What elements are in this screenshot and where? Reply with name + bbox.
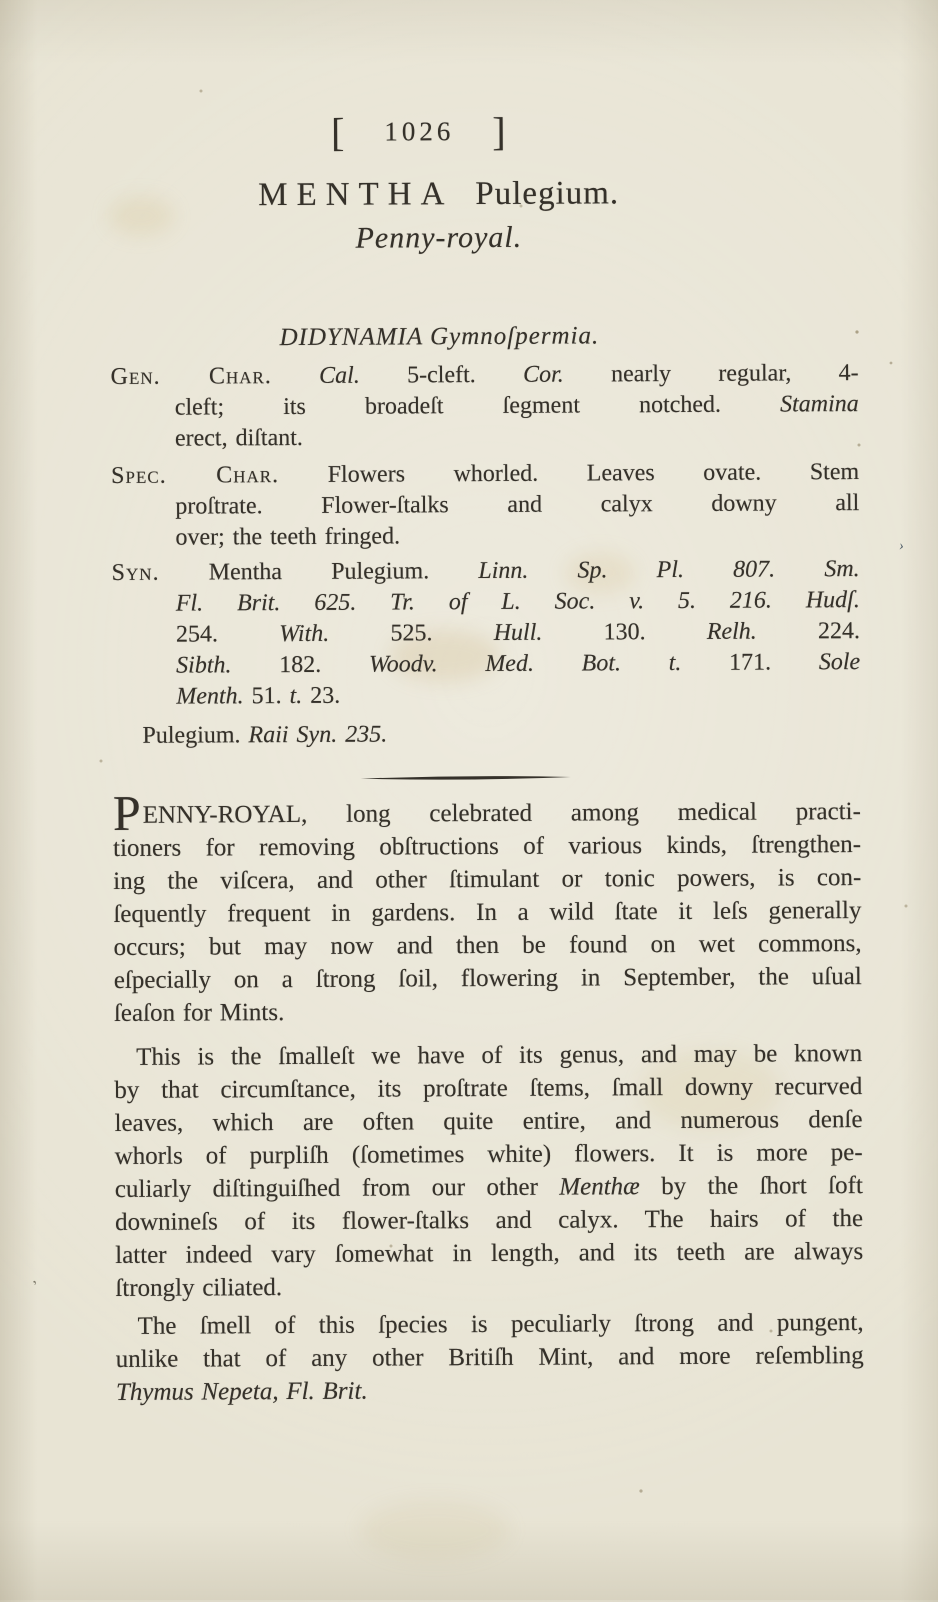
text-line (176, 647, 860, 682)
text-segment: culiarly diſtinguiſhed from our other (114, 1173, 560, 1203)
text-segment: 171. (681, 649, 819, 676)
text-segment: tioners for removing obſtructions of various kinds, ſtrengthen- (113, 831, 862, 862)
page-number: 1026 (384, 116, 455, 147)
text-line (115, 1268, 863, 1305)
text-segment: Spec. Char. (111, 462, 280, 489)
text-segment: eſpecially on a ſtrong ſoil, flowering in September, the uſual (113, 963, 862, 994)
text-segment: Menthæ (559, 1173, 640, 1201)
text-segment: cleft; its broadeſt ſegment notched. (174, 391, 781, 421)
text-segment (272, 363, 319, 389)
text-segment: Hull. (493, 619, 543, 646)
text-segment: 254. (175, 621, 280, 648)
text-segment: The ſmell of this ſpecies is peculiarly ſtrong and pungent, (137, 1309, 864, 1340)
genus-name: MENTHA (258, 176, 454, 214)
text-segment: leaves, which are often quite entire, and numerous denſe (114, 1106, 863, 1137)
bracket-left: [ (330, 109, 347, 155)
text-segment: ſeaſon for Mints. (113, 999, 285, 1027)
text-segment: Cal. (319, 362, 360, 389)
text-line (111, 457, 859, 492)
text-segment: Syn. (111, 559, 160, 586)
text-segment: unlike that of any other Britiſh Mint, and more reſembling (115, 1342, 864, 1373)
text-line (176, 585, 860, 620)
text-segment: ENNY-ROYAL, long celebrated among medical practi- (142, 798, 861, 829)
text-segment: Raii Syn. 235. (248, 721, 388, 749)
text-segment: 5-cleft. (359, 361, 524, 389)
text-line (114, 927, 862, 964)
body-paragraph-1 (112, 784, 862, 1030)
text-line (114, 960, 862, 997)
text-segment: Woodv. Med. Bot. t. (368, 649, 682, 678)
text-segment: erect, diſtant. (174, 424, 303, 452)
classification-line: DIDYNAMIA Gymnoſpermia. (279, 322, 600, 352)
text-segment: Fl. Brit. (286, 1377, 368, 1406)
text-segment: Sole (818, 649, 861, 676)
text-segment: latter indeed vary ſomewhat in length, and its teeth are always (115, 1238, 864, 1269)
body-paragraph-2 (114, 1037, 863, 1305)
text-segment: Flowers whorled. Leaves ovate. Stem (279, 459, 860, 489)
text-segment: Mentha Pulegium. (159, 558, 479, 586)
text-segment: by that circumſtance, its proſtrate ſtems, ſmall downy recurved (114, 1073, 863, 1104)
text-line (113, 861, 861, 898)
text-line (111, 358, 859, 393)
text-segment: Sibth. (176, 652, 232, 679)
body-paragraph-3 (116, 1306, 865, 1409)
text-segment: Pulegium. (142, 722, 249, 749)
text-line (116, 1306, 864, 1343)
text-segment: t. (289, 682, 303, 710)
text-segment: Gen. Char. (110, 363, 272, 390)
text-line (175, 389, 859, 424)
text-line (114, 1103, 862, 1140)
text-line (176, 616, 860, 651)
text-segment: nearly regular, 4- (563, 360, 859, 388)
text-line (113, 894, 861, 931)
text-segment: ſequently frequent in gardens. In a wild ſtate it leſs generally (113, 897, 862, 928)
text-segment: 23. (302, 682, 341, 709)
text-segment: Relh. (706, 618, 757, 645)
drop-cap: P (112, 784, 143, 841)
text-segment: 525. (329, 619, 494, 647)
text-segment: 182. (231, 651, 369, 679)
page-number-line (45, 106, 793, 157)
text-segment: With. (279, 620, 330, 648)
generic-character-section (111, 358, 859, 455)
text-line (116, 1339, 864, 1376)
text-line (114, 993, 862, 1030)
text-line (116, 1372, 864, 1409)
text-segment: Menth. (176, 683, 244, 710)
text-segment: ſtrongly ciliated. (115, 1274, 283, 1302)
text-segment: Fl. Brit. 625. Tr. of L. Soc. v. 5. 216. Hudſ. (175, 587, 860, 617)
text-segment: Thymus Nepeta, (115, 1378, 279, 1406)
text-line (142, 717, 860, 752)
common-name: Penny-royal. (355, 220, 523, 255)
text-segment: This is the ſmalleſt we have of its genus, and may be known (136, 1040, 863, 1071)
text-segment: proſtrate. Flower-ſtalks and calyx downy all (175, 490, 860, 520)
paper-specks (0, 0, 2, 2)
text-line (115, 1235, 863, 1272)
text-segment: downineſs of its flower-ſtalks and calyx. The hairs of the (114, 1205, 864, 1236)
ink-speck: › (897, 537, 906, 555)
text-line (113, 828, 861, 865)
text-segment: by the ſhort ſoft (639, 1172, 863, 1201)
text-line (112, 554, 860, 589)
ink-speck: ‚ (25, 1269, 39, 1288)
text-segment: ing the viſcera, and other ſtimulant or tonic powers, is con- (113, 864, 862, 895)
text-line (115, 1136, 863, 1173)
section-divider (113, 772, 861, 776)
bracket-right: ] (492, 108, 508, 154)
synonyms-section (112, 554, 861, 713)
text-line (114, 1070, 862, 1107)
text-segment: over; the teeth fringed. (175, 523, 401, 551)
text-segment: Stamina (780, 391, 859, 418)
text-line (175, 488, 859, 523)
text-line (115, 1169, 863, 1206)
page-sheet (109, 0, 865, 1602)
text-line (115, 1202, 863, 1239)
text-segment: Cor. (522, 361, 564, 388)
text-line (175, 519, 859, 554)
text-segment: 130. (542, 618, 707, 646)
text-segment: 224. (756, 618, 861, 645)
text-line (112, 784, 861, 841)
text-line (114, 1037, 862, 1074)
text-segment: whorls of purpliſh (ſometimes white) flowers. It is more pe- (114, 1139, 863, 1170)
text-segment: occurs; but may now and then be found on wet commons, (113, 930, 862, 961)
text-line (175, 420, 859, 455)
species-epithet: Pulegium. (475, 175, 620, 213)
species-title (65, 174, 813, 215)
swelled-rule (361, 774, 571, 783)
text-line (176, 678, 860, 713)
text-segment: Linn. Sp. Pl. 807. Sm. (478, 556, 860, 585)
specific-character-section (111, 457, 859, 554)
text-segment: 51. (243, 683, 290, 710)
synonym-pulegium-line (112, 717, 860, 752)
